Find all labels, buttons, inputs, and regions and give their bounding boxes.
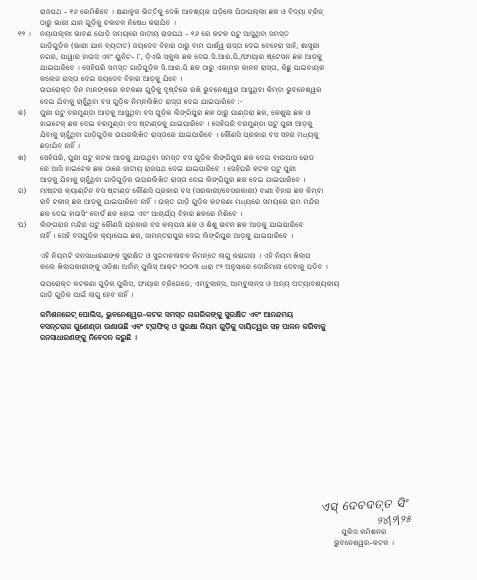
appeal-line: କମିଶନରେଟ୍ ପୋଲିସ, ଭୁବନେଶ୍ୱର–କଟକ ସମସ୍ତ ନାଗରିକଙ୍କୁ ସୁରକ୍ଷିତ ଏବଂ ଆନନ୍ଦମୟ	[40, 310, 294, 320]
item-line: ଯିବାକୁ ଚାହୁଁଥିବା ଗାଡ଼ିଗୁଡ଼ିକ ଉପରଲିଖିତ ରାସ୍ତାରେ ଯାଇପାରିବେ । କୌଣସି ପ୍ରକାର ବସ ସହର ମଧ୍ୟକୁ	[40, 130, 319, 140]
item-line: ସେହିପରି, ପୁରୀ ପଟୁ କଟକ ଆଡ଼କୁ ଯାଉଥିବା ସମସ୍ତ ବସ ଗୁଡ଼ିକ ଲିଙ୍ଗିପୁର ଛକ ଦେଇ ବାଉପାସ ରୋଡ	[40, 152, 315, 162]
appeal-paragraph	[14, 309, 463, 344]
item-line: ରବି ଟକୀଜ୍ ଛକ ଆଡ଼କୁ ଯାଇପାରିବେ ନାହିଁ । ଉକ୍ତ ଗାଡ଼ି ଗୁଡ଼ିକ କଟକଣା ମଧ୍ୟରେ ସମୟରେ ରାମ ମନ୍ଦିର	[40, 197, 320, 207]
exemption-line: ଉପରୋକ୍ତ କଟକଣା ଗୁଡ଼ିକ ପୁଲିସ, ଫାୟାର ବ୍ରିଗେଡେ, ଏମ୍ବୁଲାନ୍ସ, ଆମ୍ବୁଲାନ୍ସ ଓ ଅନ୍ୟ ଅତ୍ୟାବଶ୍ୟକୀୟ	[40, 278, 340, 288]
intro-line: ଠାରୁ ଭାରୀ ଯାନ ଗୁଡ଼ିକୁ ଚଳାଚଳ ନିଷେଧ କରାଯିବ ।	[40, 18, 176, 28]
section-line: କଲେଜ ରାସ୍ତା ଦେଇ ଜୟଦେବ ବିହାର ଆଡ଼କୁ ଯିବେ ।	[40, 74, 183, 84]
item-line: ନାହିଁ । ସେହି ବସଗୁଡ଼ିକ କ୍ୟାପେଇ ଛକ, ସାମନ୍ତରାପୁର ଦେଇ ଲିଙ୍ଗିପୁର ଆଡ଼କୁ ଯାଇପାରିବେ ।	[40, 231, 294, 241]
item-line: ହାଇଟେକ୍ ଛକ ଦେଇ ବରମୁଣ୍ଡା ବସ ଷ୍ଟାଣ୍ଡକୁ ଯାଇପାରିବେ । ସେହିପରି ବରମୁଣ୍ଡା ପଟୁ ପୁରୀ ଆଡ଼କୁ	[40, 119, 313, 129]
item-gha	[14, 219, 463, 241]
section-12	[14, 28, 463, 84]
intro-paragraph	[14, 6, 463, 28]
item-line: ରେ ଆସି ହାଇଟେକ ଛକ ଠାରେ ଜାତୀୟ ରାଜପଥ ଦେଇ ଯାଇପାରିବେ । ସେହିପରି କଟକ ପଟୁ ପୁରୀ	[40, 163, 296, 173]
item-label: ଗ)	[18, 186, 27, 196]
item-line: ଛଡ଼ାଯିବ ନାହିଁ ।	[40, 141, 81, 151]
item-line: ପୁରୀ ପଟୁ ବରମୁଣ୍ଡା ଆଡ଼କୁ ଆସୁଥିବା ବସ ଗୁଡ଼ିକ ଲିଙ୍ଗିପୁର ଛକ ଠାରୁ ପାଣ୍ଡରା ଛକ, କେଶୁରା ଛକ ଓ	[40, 107, 311, 117]
rule-line: ଏହି ନିୟମଟି ଜନସାଧାରଣଙ୍କ ସୁରକ୍ଷିତ ଓ ସୁଗମଚଳାଚଳ ନିମନ୍ତେ ଲାଗୁ କରାଗଲା । ଏହି ନିୟମ ଖିଲାପ	[40, 251, 311, 261]
item-ga	[14, 185, 463, 219]
item-label: ଖ)	[18, 152, 27, 162]
signatory-office: ଭୁବନେଶ୍ୱର–କଟକ ।	[333, 538, 395, 547]
bus-intro-line: ଉପରୋକ୍ତ ଦିନ ମାନଙ୍କରେ କଟକଣା ଗୁଡ଼ିକୁ ଦୃଷ୍ଟିରେ ରଖି ଭୁବନେଶ୍ୱର ଆସୁଥିବା କିମ୍ବା ଭୁବନେଶ୍ୱର	[40, 85, 322, 95]
section-number: ୧୨ ।	[18, 29, 31, 39]
signature-block	[289, 495, 439, 548]
intro-line: ରାଜପଥ – ୧୬ ରେମିଶିବେ । କ୍ଷଣାଳୁକ ଭିତ୍ତିକୁ ଦେଖି ଆବଶ୍ୟକ ପଡ଼ିଲେ ପିଠାପଲ୍ଲୀ ଛକ ଓ ବିଦ୍ୟା ବ୍ରିଜ୍	[40, 7, 324, 16]
signatory-title: ପୁଲିସ କମିଶନର	[341, 527, 387, 536]
exemption-line: ଗାଡ଼ି ଗୁଡ଼ିକ ପାଇଁ ଲାଗୁ ହେବ ନାହିଁ ।	[40, 289, 134, 299]
rule-line: କଲେ ଖିଲାପକାରୀଙ୍କୁ ଓଡ଼ିଶା ଅର୍ବାନ୍ ପୁଲିସ୍ ଆକ୍ଟ ୨୦୦୩ ଧାରା ୯୨ ଅନୁସାରେ ଦୋରିମାନା ଦେବାକୁ ପଡ଼ିବ ।	[40, 262, 328, 272]
signature-date: ୨୪|୨|୨୫	[376, 513, 412, 528]
rule-paragraph	[14, 250, 463, 272]
appeal-line: ଜନସାଧାରଣଙ୍କୁ ନିବେଦନ କରୁଛି ।	[40, 333, 137, 343]
item-ka	[14, 107, 463, 152]
item-label: କ)	[18, 107, 27, 117]
bus-intro-line: ଦେଇ ଯିବାକୁ ଚାହୁଁଥିବା ବସ ଗୁଡ଼ିକ ନିମ୍ନଲିଖିତ ରାସ୍ତା ଦେଇ ଯାଇପାରିବେ :-	[40, 96, 243, 106]
item-line: ଆଡ଼କୁ ଯିବାକୁ ଚାହୁଁଥିବା ଗାଡ଼ିଗୁଡ଼ିକ ଉପରଲିଖିତ ରାସ୍ତା ଦେଇ ଲିଙ୍ଗିପୁର ଛକ ଦେଇ ଯାଇପାରିବେ ।	[40, 175, 306, 185]
section-line: ନଗର, ପାୱାର ହାଉସ ଏବଂ ୟୁନିଟ– ୮, ଡ଼ିଏଭି ସ୍କୁଲ ଛକ ଦେଇ ସି.ଆର.ପି./ଫାୟାର ଷ୍ଟେସନ ଛକ ଆଡ଼କୁ	[40, 51, 323, 61]
section-line: ନୟାପଲ୍ଲୀ ଭାବଣ ପୋଡ଼ି ସମୟରେ ଜାତୀୟ ରାଜପଥ – ୧୬ ରେ କଟକ ପଟୁ ଆସୁଥିବା ସମସ୍ତ	[40, 29, 289, 39]
handwritten-signature: ଏସ୍ ଦେବଦତ୍ତ ସିଂ	[319, 495, 409, 515]
item-line: ମାଷ୍ଟର କ୍ୟାଣ୍ଟିନ ବସ ଷ୍ଟାଣ୍ଡ କୌଣସି ପ୍ରକାର ବସ (ସରକାରୀ/ବେସରକାରୀ) ବାଣୀ ବିହାର ଛକ କିମ୍ବା	[40, 186, 324, 196]
item-line: ଲିଙ୍ଗରାଜ ମନ୍ଦିର ପଟୁ କୌଣସି ପ୍ରକାର ବସ କଲ୍ପନା ଛକ ଓ ଶିଶୁ ଭବନ ଛକ ଆଡ଼କୁ ଯାଇପାରିବେ	[40, 219, 304, 229]
bus-route-intro	[14, 84, 463, 106]
item-kha	[14, 152, 463, 186]
item-line: ଛକ ଦେଇ ହାଉସିଂ ବୋର୍ଡ଼ ଛକ ହୋଇ ଏବଂ ଆଚାର୍ଯ୍ୟ ବିହାର ଛକରେ ମିଶିବେ ।	[40, 208, 243, 218]
appeal-line: ବସନ୍ତରାଜ ଗୁଣେଣ୍ଡା ଉଣାଉଛି ଏବଂ ଟ୍ରାଫିକ୍ ଓ ସୁରକ୍ଷା ନିୟମ ଗୁଡ଼ିକୁ ଦାୟିତ୍ୱର ସହ ପାଳନ କରିବାକୁ	[40, 321, 326, 331]
exemption-paragraph	[14, 278, 463, 300]
item-label: ଘ)	[18, 219, 27, 229]
section-line: ଯାଇପାରିବେ । ସେହିପରି ସମସ୍ତ ଗାଡ଼ିଗୁଡ଼ିକ ସି.ଆର.ପି ଛକ ଠାରୁ ଏକାମ୍ର କାନନ ରାସ୍ତା, କିଛୁ ପାଇବାୟକ	[40, 63, 325, 73]
section-line: ଗାଡ଼ିଗୁଡ଼ିକ (ଭାରୀ ଯାନ ବ୍ୟତୀତ) ଜୟଦେବ ବିହାର ଠାରୁ ବାମ ପାର୍ଶ୍ୱ ରାସ୍ତା ଦେଇ ବେହେରା ସାହି, ଶାସ୍ତ୍ରୀ	[40, 40, 320, 50]
